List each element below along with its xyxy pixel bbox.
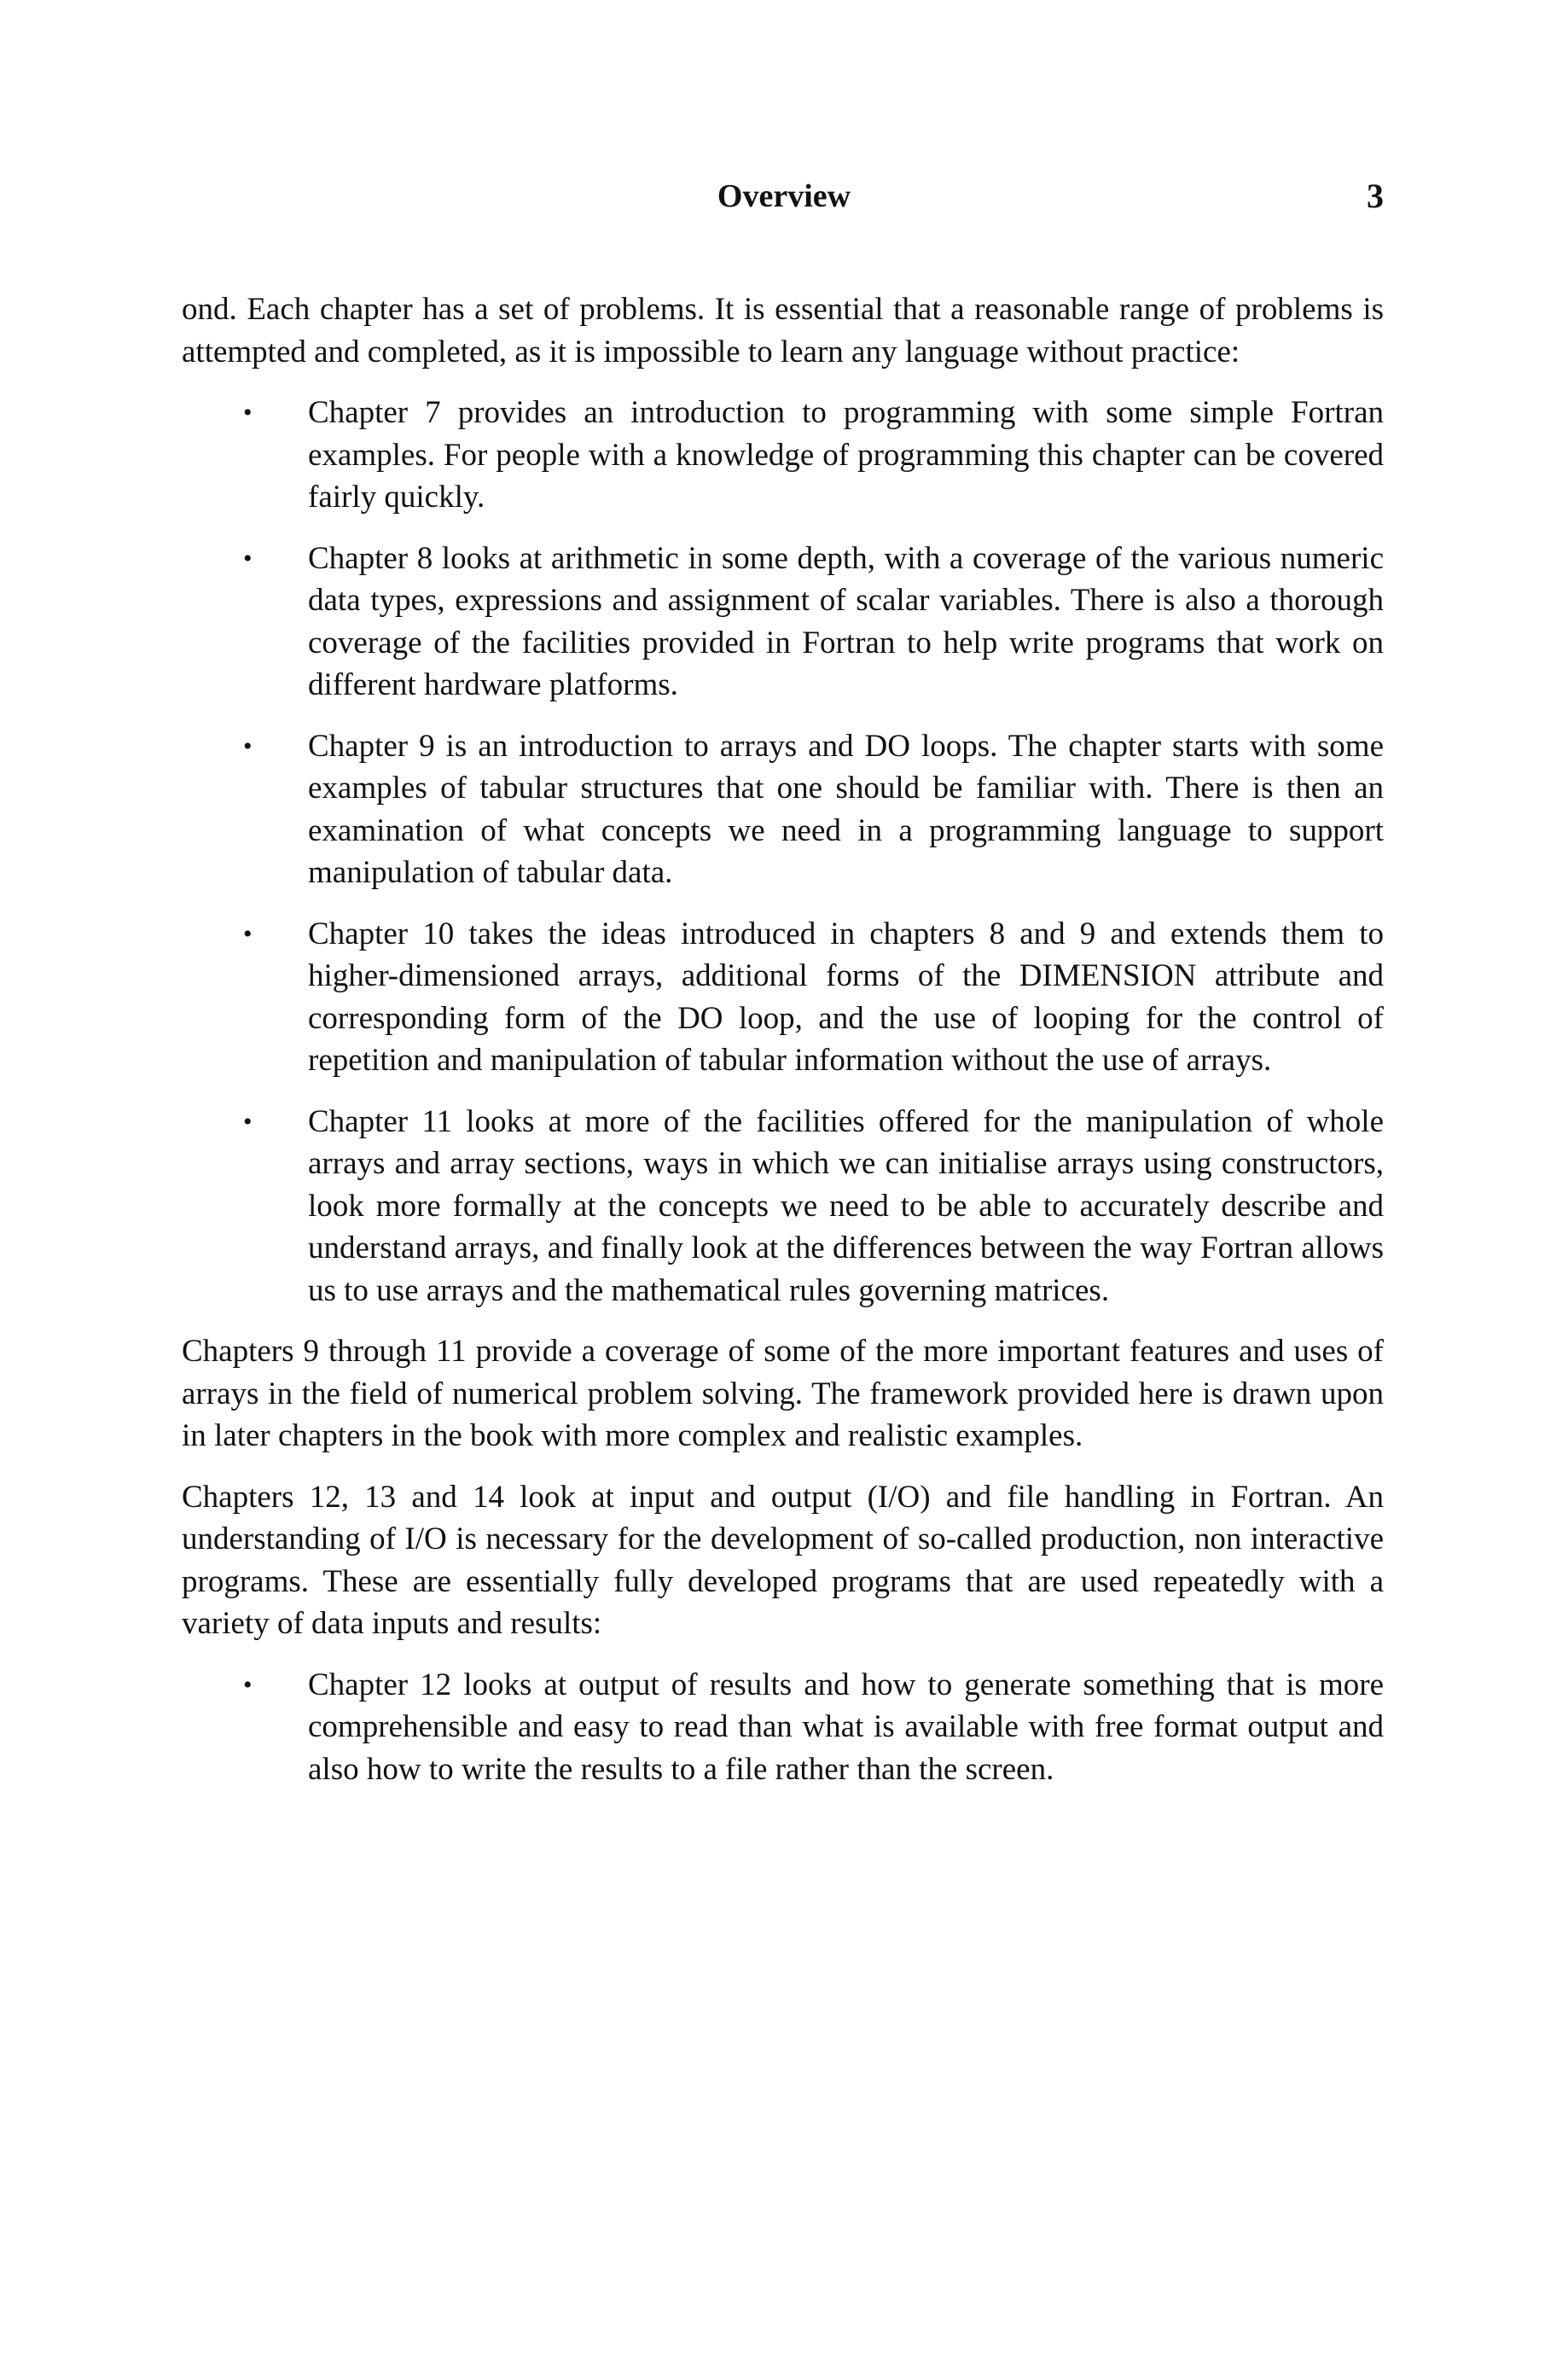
- list-item-text: Chapter 9 is an introduction to arrays and DO loops. The chapter starts with some examples of tabular structures that one should be familiar with. There is then an examination of what concepts we need in a programming language to support manipulation of tabular data.: [308, 728, 1384, 890]
- list-item-text: Chapter 12 looks at output of results and how to generate something that is more comprehensible and easy to read than what is available with free format output and also how to write the results to a file rather than the screen.: [308, 1667, 1384, 1787]
- list-item: [182, 392, 1384, 519]
- intro-paragraph: ond. Each chapter has a set of problems. It is essential that a reasonable range of problems is attempted and completed, as it is impossible to learn any language without practice:: [182, 292, 1384, 369]
- list-item-text: Chapter 7 provides an introduction to programming with some simple Fortran examples. For people with a knowledge of programming this chapter can be covered fairly quickly.: [308, 395, 1384, 515]
- chapter-list-7-11: [182, 392, 1384, 1312]
- running-title: Overview: [717, 178, 851, 214]
- list-item: [182, 538, 1384, 707]
- list-item: [182, 1101, 1384, 1312]
- bullet-icon: •: [243, 731, 253, 760]
- list-item: [182, 1664, 1384, 1791]
- list-item: [182, 913, 1384, 1082]
- list-item-text: Chapter 10 takes the ideas introduced in chapters 8 and 9 and extends them to higher-dimensioned arrays, additional forms of the DIMENSION attribute and corresponding form of the DO loop, and the use of looping for the control of repetition and manipulation of tabular information without the use of arrays.: [308, 916, 1384, 1078]
- bullet-icon: •: [243, 1107, 253, 1136]
- body-text: [182, 288, 1384, 1809]
- bullet-icon: •: [243, 1670, 253, 1699]
- bullet-icon: •: [243, 399, 253, 427]
- list-item-text: Chapter 11 looks at more of the facilities offered for the manipulation of whole arrays and array sections, ways in which we can initialise arrays using constructors, look more formally at the concepts we need to be able to accurately describe and understand arrays, and finally look at the differences between the way Fortran allows us to use arrays and the mathematical rules governing matrices.: [308, 1103, 1384, 1308]
- list-item-text: Chapter 8 looks at arithmetic in some depth, with a coverage of the various numeric data types, expressions and assignment of scalar variables. There is also a thorough coverage of the facilities provided in Fortran to help write programs that work on different hardware platforms.: [308, 540, 1384, 702]
- io-paragraph: Chapters 12, 13 and 14 look at input and output (I/O) and file handling in Fortran. An understanding of I/O is necessary for the development of so-called production, non interactive programs. These are essentially fully developed programs that are used repeatedly with a variety of data inputs and results:: [182, 1479, 1384, 1641]
- arrays-paragraph: Chapters 9 through 11 provide a coverage of some of the more important features and uses of arrays in the field of numerical problem solving. The framework provided here is drawn upon in later chapters in the book with more complex and realistic examples.: [182, 1334, 1384, 1453]
- bullet-icon: •: [243, 919, 253, 948]
- list-item: [182, 725, 1384, 894]
- chapter-list-12: [182, 1664, 1384, 1791]
- page-header: [0, 171, 1568, 222]
- page-number: 3: [1367, 177, 1384, 215]
- bullet-icon: •: [243, 544, 253, 573]
